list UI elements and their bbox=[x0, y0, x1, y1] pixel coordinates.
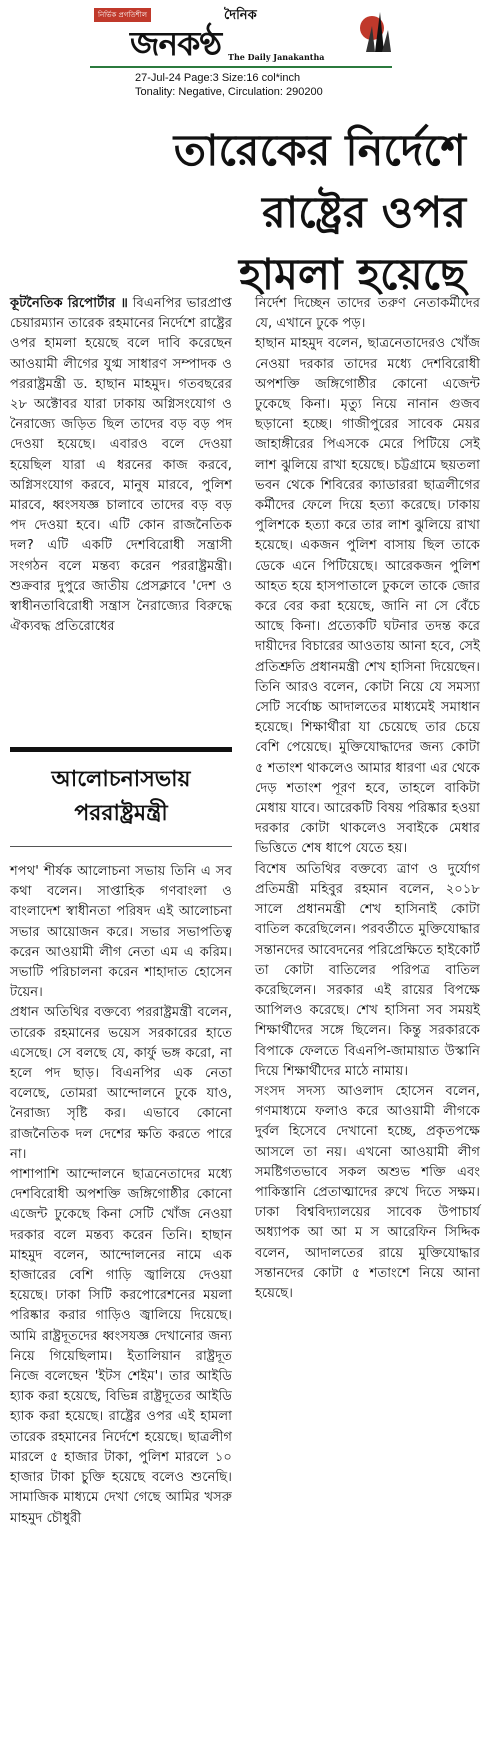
article-paragraph: বিশেষ অতিথির বক্তব্যে ত্রাণ ও দুর্যোগ প্রতিমন্ত্রী মহিবুর রহমান বলেন, ২০১৮ সালে প্রধানমন্ত্রী শেখ হাসিনাই কোটা বাতিল করেছিলেন। পরবর্তীতে মুক্তিযোদ্ধার সন্তানদের আবেদনের পরিপ্রেক্ষিতে হাইকোর্ট তা কোটা বাতিলের পরিপত্র বাতিল করেছিলেন। সরকার এই রায়ের বিপক্ষে আপিলও করেছে। শেখ হাসিনা সব সময়ই শিক্ষার্থীদের সঙ্গে ছিলেন। কিন্তু সরকারকে বিপাকে ফেলতে বিএনপি-জামায়াত উস্কানি দিয়ে শিক্ষার্থীদের মাঠে নামায়। bbox=[255, 861, 480, 1079]
headline bbox=[46, 120, 466, 306]
masthead-rule bbox=[90, 66, 392, 68]
clipping-meta-line1: 27-Jul-24 Page:3 Size:16 col*inch bbox=[135, 72, 301, 84]
article-left-column-top bbox=[10, 294, 232, 637]
memorial-logo-icon bbox=[358, 8, 392, 52]
masthead-name: জনকণ্ঠ bbox=[130, 24, 222, 63]
article-left-text-1: বিএনপির ভারপ্রাপ্ত চেয়ারম্যান তারেক রহমানের নির্দেশে রাষ্ট্রের ওপর হামলা হয়েছে বলে দাবি করেছেন আওয়ামী লীগের যুগ্ম সাধারণ সম্পাদক ও পররাষ্ট্রমন্ত্রী ড. হাছান মাহমুদ। গতবছরের ২৮ অক্টোবর যারা ঢাকায় অগ্নিসংযোগ ও নৈরাজ্যে জড়িত ছিল তাদের বড় বড় পদ দেওয়া হয়েছে। এবারও বলে দেওয়া হয়েছিল যারা এ ধরনের কাজ করবে, অগ্নিসংযোগ করবে, মানুষ মারবে, পুলিশ মারবে, ধ্বংসযজ্ঞ চালাবে তাদের বড় বড় পদ দেওয়া হবে। এটি কোন রাজনৈতিক দল? এটি একটি দেশবিরোধী সন্ত্রাসী সংগঠন বলে মন্তব্য করেন পররাষ্ট্রমন্ত্রী। শুক্রবার দুপুরে জাতীয় প্রেসক্লাবে 'দেশ ও স্বাধীনতাবিরোধী সন্ত্রাস নৈরাজ্যের বিরুদ্ধে ঐক্যবদ্ধ প্রতিরোধের bbox=[10, 296, 232, 635]
subhead bbox=[10, 762, 232, 830]
subhead-line2: পররাষ্ট্রমন্ত্রী bbox=[74, 800, 168, 826]
headline-line2: রাষ্ট্রের ওপর bbox=[262, 188, 466, 238]
subhead-rule bbox=[10, 846, 232, 847]
masthead-english-name: The Daily Janakantha bbox=[228, 52, 325, 62]
article-paragraph: সংসদ সদস্য আওলাদ হোসেন বলেন, গণমাধ্যমে ফলাও করে আওয়ামী লীগকে দুর্বল হিসেবে দেখানো হচ্ছে, প্রকৃতপক্ষে আসলে তা নয়। এখনো আওয়ামী লীগ সমষ্টিগতভাবে সকল অশুভ শক্তি এবং পাকিস্তানি প্রেতাত্মাদের রুখে দিতে সক্ষম। ঢাকা বিশ্ববিদ্যালয়ের সাবেক উপাচার্য অধ্যাপক আ আ ম স আরেফিন সিদ্দিক বলেন, আদালতের রায়ে মুক্তিযোদ্ধার সন্তানদের কোটা ৫ শতাংশে নিয়ে আনা হয়েছে। bbox=[255, 1083, 480, 1301]
clipping-meta-line2: Tonality: Negative, Circulation: 290200 bbox=[135, 86, 323, 98]
article-paragraph: প্রধান অতিথির বক্তব্যে পররাষ্ট্রমন্ত্রী বলেন, তারেক রহমানের ভয়েস সরকারের হাতে এসেছে। সে বলছে যে, কার্ফু ভঙ্গ করো, না হলে পদ ছাড়। বিএনপির এক নেতা বলেছে, তোমরা আন্দোলনে ঢুকে যাও, নৈরাজ্য সৃষ্টি কর। এভাবে কোনো রাজনৈতিক দল দেশের ক্ষতি করতে পারে না। bbox=[10, 1005, 232, 1162]
byline: কূটনৈতিক রিপোর্টার ॥ bbox=[10, 296, 128, 311]
headline-line1: তারেকের নির্দেশে bbox=[173, 126, 466, 176]
masthead bbox=[90, 6, 392, 62]
headline-line3: হামলা হয়েছে bbox=[239, 250, 466, 300]
subhead-line1: আলোচনাসভায় bbox=[51, 766, 191, 792]
article-left-column-bottom bbox=[10, 862, 232, 1529]
article-paragraph: শপথ' শীর্ষক আলোচনা সভায় তিনি এ সব কথা বলেন। সাপ্তাহিক গণবাংলা ও বাংলাদেশ স্বাধীনতা পরিষদ এই আলোচনা সভার আয়োজন করে। সভার সভাপতিত্ব করেন আওয়ামী লীগ নেতা এম এ করিম। সভাটি পরিচালনা করেন শাহাদাত হোসেন টয়েন। bbox=[10, 864, 232, 1001]
article-paragraph: হাছান মাহমুদ বলেন, ছাত্রনেতাদেরও খোঁজ নেওয়া দরকার তাদের মধ্যে দেশবিরোধী অপশক্তি জঙ্গিগোষ্ঠীর কোনো এজেন্ট ঢুকেছে কিনা। মৃত্যু নিয়ে নানান গুজব ছড়ানো হচ্ছে। গাজীপুরের সাবেক মেয়র জাহাঙ্গীরের পিএসকে মেরে পিটিয়ে সেই লাশ ঝুলিয়ে রাখা হয়েছে। চট্টগ্রামে ছয়তলা ভবন থেকে শিবিরের ক্যাডাররা ছাত্রলীগের কর্মীদের ফেলে দিয়ে হত্যা করেছে। ঢাকায় পুলিশকে হত্যা করে তার লাশ ঝুলিয়ে রাখা হয়েছে। একজন পুলিশ বাসায় ছিল তাকে ডেকে এনে পিটিয়েছে। আরেকজন পুলিশ আহত হয়ে হাসপাতালে ঢুকলে তাকে জোর করে বের করা হয়েছে, জানি না সে বেঁচে আছে কিনা। প্রত্যেকটি ঘটনার তদন্ত করে দায়ীদের বিচারের আওতায় আনা হবে, সেই প্রতিশ্রুতি প্রধানমন্ত্রী শেখ হাসিনা দিয়েছেন। তিনি আরও বলেন, কোটা নিয়ে যে সমস্যা সেটি সর্বোচ্চ আদালতের মাধ্যমেই সমাধান হয়েছে। শিক্ষার্থীরা যা চেয়েছে তার চেয়ে বেশি পেয়েছে। মুক্তিযোদ্ধাদের জন্য কোটা ৫ শতাংশ থাকলেও আমার ধারণা এর থেকে দেড় শতাংশ পূরণ হবে, তাহলে বাকিটা মেধায় যাবে। আরেকটি বিষয় পরিষ্কার হওয়া দরকার কোটা থাকলেও সবাইকে মেধার ভিত্তিতে শেষ ধাপে যেতে হয়। bbox=[255, 336, 480, 857]
column-divider-bar bbox=[10, 747, 232, 752]
masthead-dainik: দৈনিক bbox=[224, 8, 257, 23]
article-lead-paragraph bbox=[10, 294, 232, 637]
article-paragraph: নির্দেশ দিচ্ছেন তাদের তরুণ নেতাকর্মীদের যে, এখানে ঢুকে পড়। bbox=[255, 296, 480, 332]
masthead-slogan: নির্ভিক প্রগতিশীল bbox=[94, 8, 151, 22]
article-right-column bbox=[255, 294, 480, 1304]
article-paragraph: পাশাপাশি আন্দোলনে ছাত্রনেতাদের মধ্যে দেশবিরোধী অপশক্তি জঙ্গিগোষ্ঠীর কোনো এজেন্ট ঢুকেছে কিনা সেটি খোঁজ নেওয়া দরকার বলে মন্তব্য করেন তিনি। হাছান মাহমুদ বলেন, আন্দোলনের নামে এক হাজারের বেশি গাড়ি জ্বালিয়ে দেওয়া হয়েছে। ঢাকা সিটি করপোরেশনের ময়লা পরিষ্কার করার গাড়িও জ্বালিয়ে দিয়েছে। আমি রাষ্ট্রদূতদের ধ্বংসযজ্ঞ দেখানোর জন্য নিয়ে গিয়েছিলাম। ইতালিয়ান রাষ্ট্রদূত নিজে বলেছেন 'ইটস শেইম'। তার আইডি হ্যাক করা হয়েছে, বিভিন্ন রাষ্ট্রদূতের আইডি হ্যাক করা হয়েছে। রাষ্ট্রের ওপর এই হামলা তারেক রহমানের নির্দেশে হয়েছে। ছাত্রলীগ মারলে ৫ হাজার টাকা, পুলিশ মারলে ১০ হাজার টাকা চুক্তি হয়েছে বলেও শুনেছি। সামাজিক মাধ্যমে দেখা গেছে আমির খসরু মাহমুদ চৌধুরী bbox=[10, 1167, 232, 1526]
